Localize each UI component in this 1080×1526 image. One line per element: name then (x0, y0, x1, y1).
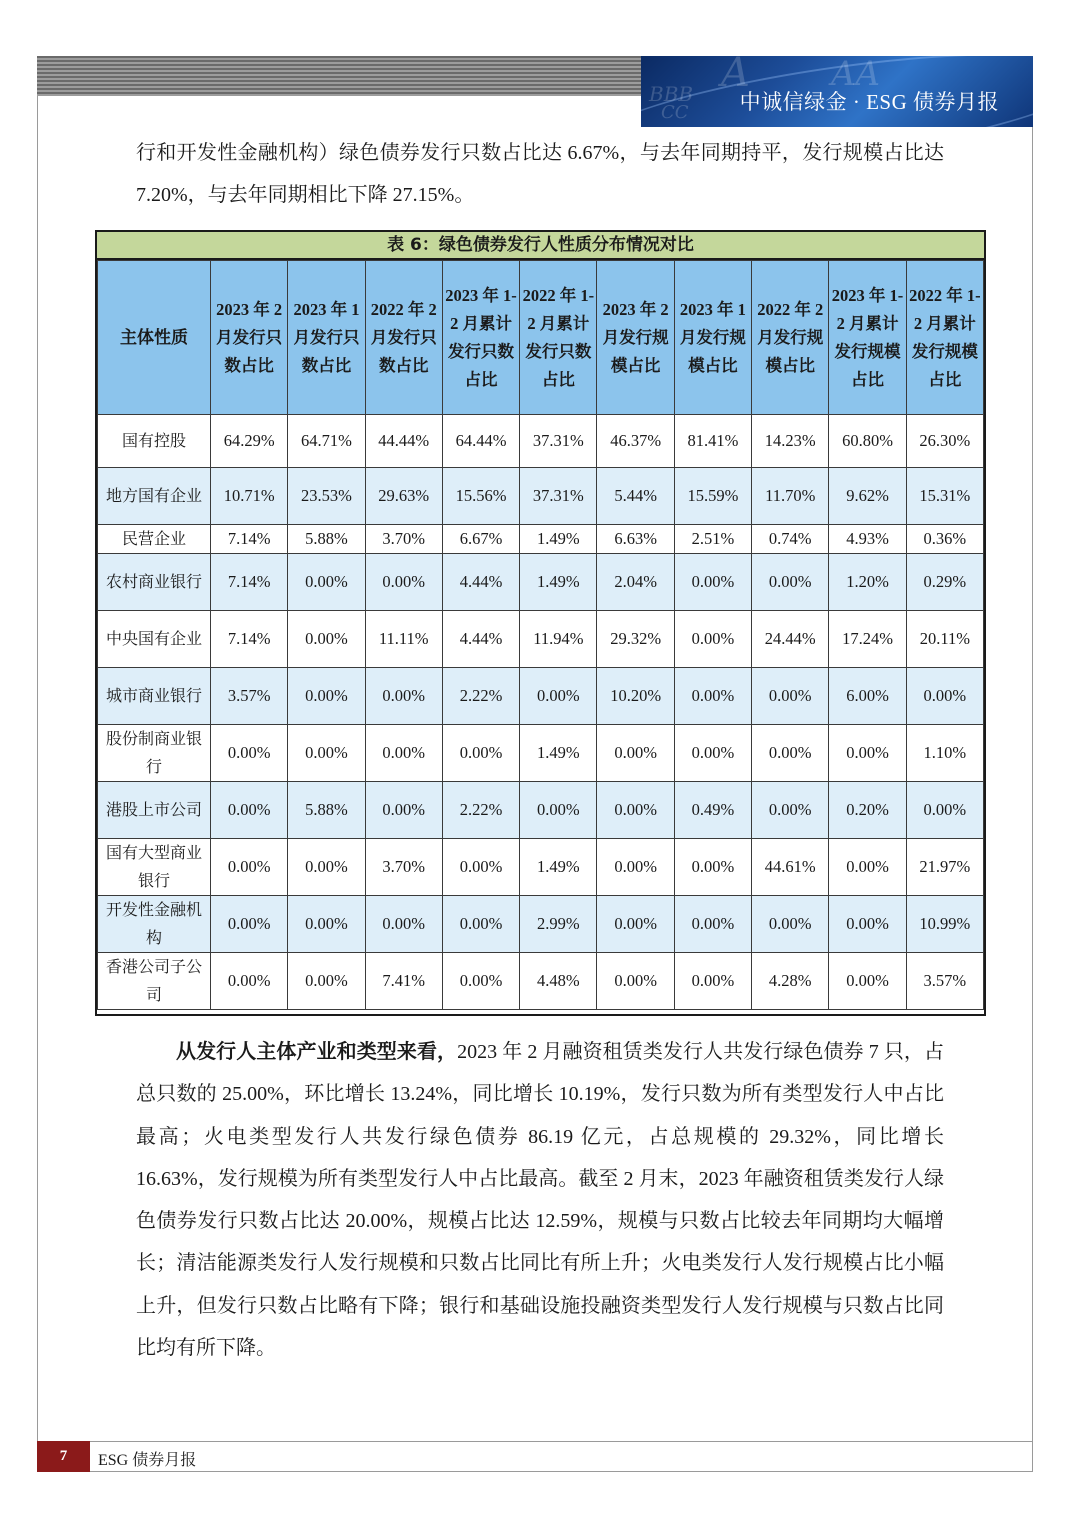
table-row (98, 415, 984, 468)
percentage-cell: 0.00% (906, 668, 983, 725)
header-stripes (37, 56, 643, 96)
percentage-cell: 0.00% (597, 896, 674, 953)
percentage-cell: 7.14% (211, 525, 288, 554)
percentage-cell: 10.71% (211, 468, 288, 525)
percentage-cell: 0.49% (674, 782, 751, 839)
percentage-cell: 64.29% (211, 415, 288, 468)
table-row (98, 896, 984, 953)
percentage-cell: 5.88% (288, 525, 365, 554)
percentage-cell: 0.00% (752, 782, 829, 839)
percentage-cell: 44.44% (365, 415, 442, 468)
percentage-cell: 24.44% (752, 611, 829, 668)
header-banner (641, 56, 1033, 127)
table-header-row (98, 261, 984, 415)
percentage-cell: 0.00% (288, 611, 365, 668)
percentage-cell: 1.49% (520, 839, 597, 896)
percentage-cell: 15.59% (674, 468, 751, 525)
percentage-cell: 26.30% (906, 415, 983, 468)
percentage-cell: 37.31% (520, 415, 597, 468)
table-row (98, 839, 984, 896)
percentage-cell: 4.93% (829, 525, 906, 554)
entity-type-cell: 香港公司子公司 (98, 953, 211, 1010)
percentage-cell: 1.20% (829, 554, 906, 611)
percentage-cell: 7.41% (365, 953, 442, 1010)
table-row (98, 953, 984, 1010)
percentage-cell: 0.00% (674, 611, 751, 668)
entity-type-cell: 开发性金融机构 (98, 896, 211, 953)
percentage-cell: 7.14% (211, 611, 288, 668)
percentage-cell: 4.28% (752, 953, 829, 1010)
column-header-entity-type: 主体性质 (98, 261, 211, 415)
percentage-cell: 0.00% (829, 725, 906, 782)
table-row (98, 554, 984, 611)
percentage-cell: 64.71% (288, 415, 365, 468)
percentage-cell: 0.00% (674, 725, 751, 782)
percentage-cell: 2.99% (520, 896, 597, 953)
percentage-cell: 5.88% (288, 782, 365, 839)
percentage-cell: 0.00% (674, 668, 751, 725)
entity-type-cell: 港股上市公司 (98, 782, 211, 839)
percentage-cell: 0.00% (365, 668, 442, 725)
column-header: 2023 年 1-2 月累计发行规模占比 (829, 261, 906, 415)
percentage-cell: 0.00% (365, 725, 442, 782)
table-row (98, 668, 984, 725)
percentage-cell: 0.00% (829, 953, 906, 1010)
percentage-cell: 0.00% (597, 782, 674, 839)
entity-type-cell: 中央国有企业 (98, 611, 211, 668)
percentage-cell: 0.00% (520, 782, 597, 839)
column-header: 2023 年 2 月发行只数占比 (211, 261, 288, 415)
data-table (97, 260, 984, 1010)
percentage-cell: 4.48% (520, 953, 597, 1010)
column-header: 2023 年 2 月发行规模占比 (597, 261, 674, 415)
banner-letter-watermark: BBB (649, 82, 694, 106)
percentage-cell: 0.00% (674, 554, 751, 611)
percentage-cell: 0.36% (906, 525, 983, 554)
percentage-cell: 1.10% (906, 725, 983, 782)
analysis-paragraph (136, 1031, 944, 1369)
column-header: 2023 年 1 月发行规模占比 (674, 261, 751, 415)
percentage-cell: 0.00% (597, 725, 674, 782)
percentage-cell: 20.11% (906, 611, 983, 668)
percentage-cell: 29.32% (597, 611, 674, 668)
percentage-cell: 2.04% (597, 554, 674, 611)
paragraph-body: 2023 年 2 月融资租赁类发行人共发行绿色债券 7 只，占总只数的 25.00%，环比增长 13.24%，同比增长 10.19%，发行只数为所有类型发行人中占比最高；火电类型发行人共发行绿色债券 86.19 亿元，占总规模的 29.32%，同比增长 16.63%，发行规模为所有类型发行人中占比最高。截至 2 月末，2023 年融资租赁类发行人绿色债券发行只数占比达 20.00%，规模占比达 12.59%，规模与只数占比较去年同期均大幅增长；清洁能源类发行人发行规模和只数占比同比有所上升；火电类发行人发行规模占比小幅上升，但发行只数占比略有下降；银行和基础设施投融资类型发行人发行规模与只数占比同比均有所下降。 (136, 1041, 945, 1360)
table-row (98, 525, 984, 554)
percentage-cell: 0.00% (211, 839, 288, 896)
entity-type-cell: 地方国有企业 (98, 468, 211, 525)
percentage-cell: 15.56% (442, 468, 519, 525)
percentage-cell: 29.63% (365, 468, 442, 525)
entity-type-cell: 股份制商业银行 (98, 725, 211, 782)
percentage-cell: 6.00% (829, 668, 906, 725)
percentage-cell: 0.00% (288, 953, 365, 1010)
table-body (98, 415, 984, 1010)
table-row (98, 611, 984, 668)
report-header-title: 中诚信绿金 · ESG 债券月报 (739, 90, 999, 114)
column-header: 2022 年 1-2 月累计发行只数占比 (520, 261, 597, 415)
percentage-cell: 0.00% (829, 839, 906, 896)
percentage-cell: 0.00% (288, 896, 365, 953)
percentage-cell: 44.61% (752, 839, 829, 896)
banner-letter-watermark: AA (831, 56, 881, 94)
percentage-cell: 0.00% (365, 782, 442, 839)
percentage-cell: 1.49% (520, 525, 597, 554)
entity-type-cell: 国有大型商业银行 (98, 839, 211, 896)
percentage-cell: 0.00% (211, 782, 288, 839)
column-header: 2022 年 2 月发行规模占比 (752, 261, 829, 415)
percentage-cell: 0.00% (829, 896, 906, 953)
percentage-cell: 0.00% (211, 725, 288, 782)
column-header: 2023 年 1-2 月累计发行只数占比 (442, 261, 519, 415)
percentage-cell: 2.22% (442, 782, 519, 839)
percentage-cell: 2.51% (674, 525, 751, 554)
banner-letter-watermark: CC (661, 102, 689, 123)
page-number: 7 (37, 1441, 90, 1472)
percentage-cell: 3.57% (906, 953, 983, 1010)
percentage-cell: 21.97% (906, 839, 983, 896)
percentage-cell: 0.00% (288, 554, 365, 611)
percentage-cell: 0.74% (752, 525, 829, 554)
percentage-cell: 0.00% (365, 896, 442, 953)
percentage-cell: 10.99% (906, 896, 983, 953)
table-row (98, 782, 984, 839)
percentage-cell: 11.70% (752, 468, 829, 525)
percentage-cell: 3.70% (365, 525, 442, 554)
entity-type-cell: 农村商业银行 (98, 554, 211, 611)
column-header: 2022 年 1-2 月累计发行规模占比 (906, 261, 983, 415)
percentage-cell: 9.62% (829, 468, 906, 525)
percentage-cell: 0.20% (829, 782, 906, 839)
banner-letter-watermark: A (721, 56, 750, 96)
percentage-cell: 60.80% (829, 415, 906, 468)
percentage-cell: 0.00% (597, 839, 674, 896)
percentage-cell: 14.23% (752, 415, 829, 468)
percentage-cell: 0.00% (752, 896, 829, 953)
entity-type-cell: 国有控股 (98, 415, 211, 468)
issuer-nature-table (95, 230, 986, 1016)
percentage-cell: 1.49% (520, 554, 597, 611)
percentage-cell: 3.57% (211, 668, 288, 725)
percentage-cell: 11.94% (520, 611, 597, 668)
percentage-cell: 0.00% (211, 953, 288, 1010)
footer-label: ESG 债券月报 (98, 1452, 197, 1469)
percentage-cell: 0.00% (674, 953, 751, 1010)
footer-rule (37, 1441, 1033, 1442)
percentage-cell: 46.37% (597, 415, 674, 468)
percentage-cell: 0.00% (674, 839, 751, 896)
table-caption: 表 6：绿色债券发行人性质分布情况对比 (97, 232, 984, 260)
percentage-cell: 23.53% (288, 468, 365, 525)
percentage-cell: 0.00% (288, 839, 365, 896)
percentage-cell: 81.41% (674, 415, 751, 468)
percentage-cell: 0.00% (752, 725, 829, 782)
percentage-cell: 6.67% (442, 525, 519, 554)
percentage-cell: 2.22% (442, 668, 519, 725)
entity-type-cell: 民营企业 (98, 525, 211, 554)
percentage-cell: 5.44% (597, 468, 674, 525)
percentage-cell: 0.00% (752, 668, 829, 725)
percentage-cell: 4.44% (442, 554, 519, 611)
percentage-cell: 0.00% (442, 725, 519, 782)
percentage-cell: 6.63% (597, 525, 674, 554)
percentage-cell: 0.29% (906, 554, 983, 611)
percentage-cell: 11.11% (365, 611, 442, 668)
percentage-cell: 1.49% (520, 725, 597, 782)
percentage-cell: 64.44% (442, 415, 519, 468)
percentage-cell: 0.00% (597, 953, 674, 1010)
percentage-cell: 4.44% (442, 611, 519, 668)
column-header: 2022 年 2 月发行只数占比 (365, 261, 442, 415)
percentage-cell: 0.00% (365, 554, 442, 611)
intro-paragraph: 行和开发性金融机构）绿色债券发行只数占比达 6.67%，与去年同期持平，发行规模占比达 7.20%，与去年同期相比下降 27.15%。 (136, 142, 944, 207)
paragraph-lead: 从发行人主体产业和类型来看， (176, 1041, 458, 1063)
table-row (98, 468, 984, 525)
percentage-cell: 0.00% (752, 554, 829, 611)
percentage-cell: 15.31% (906, 468, 983, 525)
percentage-cell: 0.00% (442, 953, 519, 1010)
percentage-cell: 0.00% (674, 896, 751, 953)
percentage-cell: 7.14% (211, 554, 288, 611)
percentage-cell: 10.20% (597, 668, 674, 725)
percentage-cell: 37.31% (520, 468, 597, 525)
table-row (98, 725, 984, 782)
percentage-cell: 3.70% (365, 839, 442, 896)
column-header: 2023 年 1 月发行只数占比 (288, 261, 365, 415)
percentage-cell: 0.00% (211, 896, 288, 953)
percentage-cell: 17.24% (829, 611, 906, 668)
percentage-cell: 0.00% (288, 725, 365, 782)
percentage-cell: 0.00% (906, 782, 983, 839)
percentage-cell: 0.00% (442, 839, 519, 896)
percentage-cell: 0.00% (288, 668, 365, 725)
percentage-cell: 0.00% (442, 896, 519, 953)
percentage-cell: 0.00% (520, 668, 597, 725)
entity-type-cell: 城市商业银行 (98, 668, 211, 725)
